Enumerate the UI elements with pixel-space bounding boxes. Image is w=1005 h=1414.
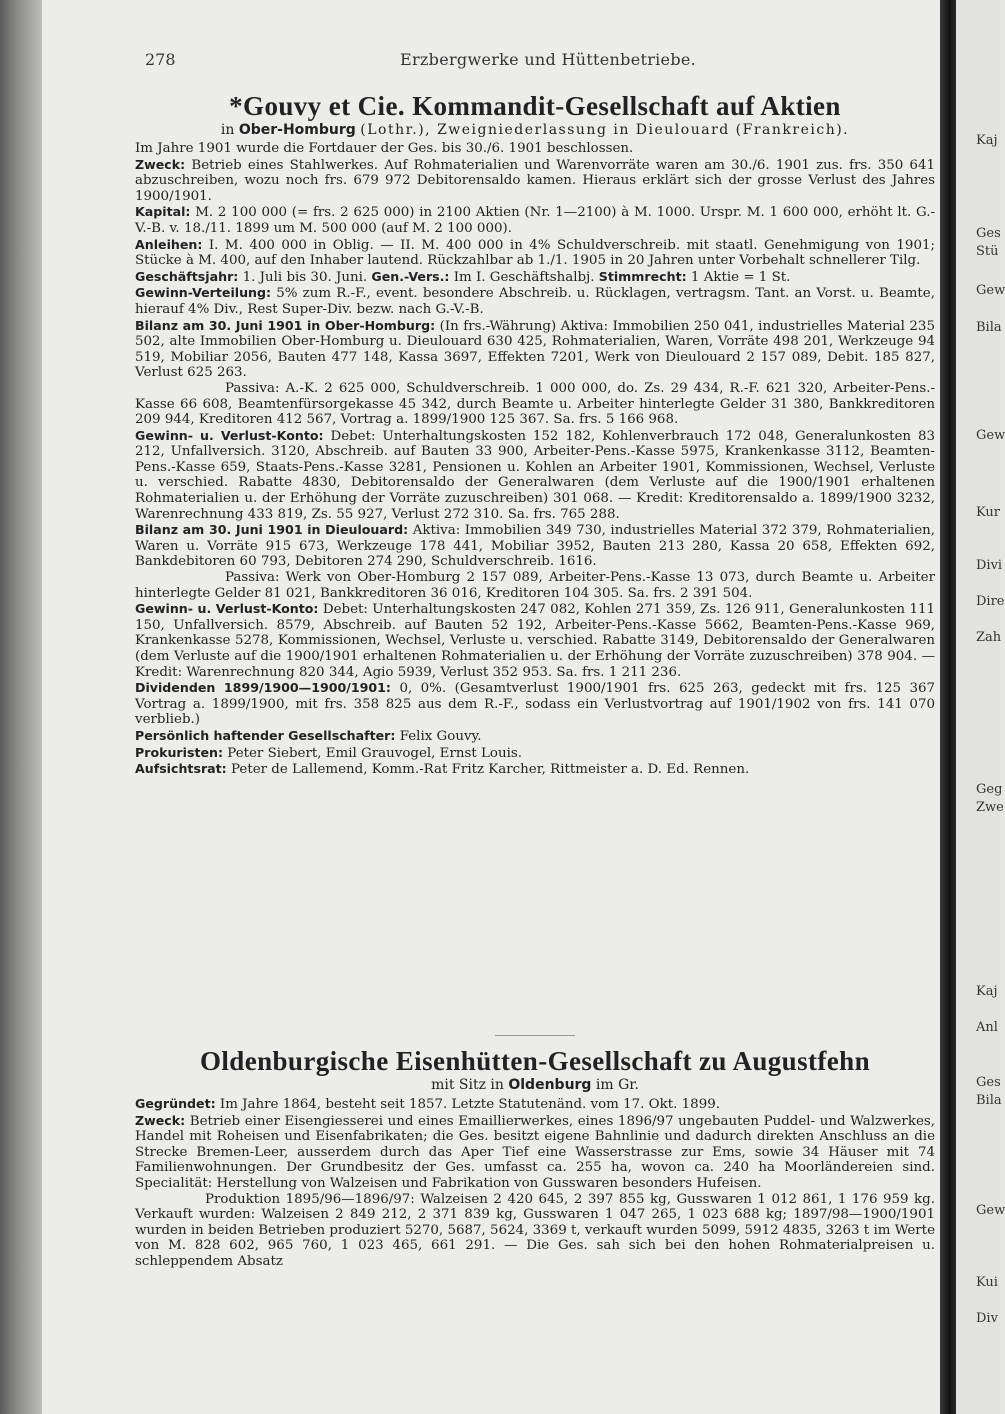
next-page-fragment: Stü xyxy=(976,244,999,259)
next-page-fragment: Geg xyxy=(976,782,1003,797)
bilanz-ober-homburg-entry: Bilanz am 30. Juni 1901 in Ober-Homburg: (In frs.-Währung) Aktiva: Immobilien 250 041, industrielles Material 235 502, alte Immobilien Ober-Homburg u. Dieulouard 630 425, Rohmaterialien, Waren, Vorräte 498 201, Werkzeuge 94 519, Mobiliar 2056, Bauten 477 148, Kassa 3697, Effekten 7201, Werk von Dieulouard 2 157 089, Debit. 185 827, Verlust 625 263. xyxy=(135,317,935,381)
anleihen-entry: Anleihen: I. M. 400 000 in Oblig. — II. M. 400 000 in 4% Schuldverschreib. mit staatl. Genehmigung von 1901; Stücke à M. 400, auf den Inhaber lautend. Rückzahlbar ab 1./1. 1905 in 20 Jahren unter Vorbehalt schnellerer Tilg. xyxy=(135,236,935,269)
prokuristen-entry: Prokuristen: Peter Siebert, Emil Grauvogel, Ernst Louis. xyxy=(135,744,522,761)
next-page-margin xyxy=(956,0,1005,1414)
article-oldenburg xyxy=(135,1045,935,1270)
bilanz-dieulouard-passiva: Passiva: Werk von Ober-Homburg 2 157 089, Arbeiter-Pens.-Kasse 13 073, durch Beamte u. Arbeiter hinterlegte Gelder 81 021, Bankkreditoren 36 016, Kreditoren 104 305. Sa. frs. 2 391 504. xyxy=(135,570,935,601)
article-title: *Gouvy et Cie. Kommandit-Gesellschaft auf Aktien xyxy=(229,91,841,121)
next-page-fragment: Kur xyxy=(976,505,1001,520)
next-page-fragment: Kaj xyxy=(976,984,998,999)
next-page-fragment: Zwe xyxy=(976,800,1004,815)
next-page-fragment: Dire xyxy=(976,594,1005,609)
bilanz-dieulouard-entry: Bilanz am 30. Juni 1901 in Dieulouard: Aktiva: Immobilien 349 730, industrielles Material 372 379, Rohmaterialien, Waren u. Vorräte 915 673, Werkzeuge 178 441, Mobiliar 3952, Bauten 213 280, Kassa 20 658, Effekten 692, Bankdebitoren 60 793, Debitoren 274 290, Schuldverschreib. 1616. xyxy=(135,522,935,570)
next-page-fragment: Kaj xyxy=(976,133,998,148)
next-page-fragment: Gew xyxy=(976,283,1005,298)
article-subtitle: mit Sitz in Oldenburg im Gr. xyxy=(431,1077,639,1093)
book-binding xyxy=(940,0,956,1414)
next-page-fragment: Kui xyxy=(976,1275,998,1290)
bilanz-ober-homburg-passiva: Passiva: A.-K. 2 625 000, Schuldverschreib. 1 000 000, do. Zs. 29 434, R.-F. 621 320, Arbeiter-Pens.-Kasse 66 608, Beamtenfürsorgekasse 45 342, durch Beamte u. Arbeiter hinterlegte Gelder 31 380, Bankkreditoren 209 944, Kreditoren 412 567, Vortrag a. 1899/1900 125 367. Sa. frs. 5 166 968. xyxy=(135,380,935,428)
kapital-entry: Kapital: M. 2 100 000 (= frs. 2 625 000) in 2100 Aktien (Nr. 1—2100) à M. 1000. Urspr. M. 1 600 000, erhöht lt. G.-V.-B. v. 18./11. 1899 um M. 500 000 (auf M. 2 100 000). xyxy=(135,204,935,236)
article-subtitle: in Ober-Homburg (Lothr.), Zweigniederlassung in Dieulouard (Frankreich). xyxy=(220,122,850,138)
gewinn-verteilung-entry: Gewinn-Verteilung: 5% zum R.-F., event. besondere Abschreib. u. Rücklagen, vertragsm. Tant. an Vorst. u. Beamte, hierauf 4% Div., Rest Super-Div. bezw. nach G.-V.-B. xyxy=(135,285,935,317)
aufsichtsrat-entry: Aufsichtsrat: Peter de Lallemend, Komm.-Rat Fritz Karcher, Rittmeister a. D. Ed. Rennen. xyxy=(135,761,750,778)
next-page-fragment: Bila xyxy=(976,1093,1002,1108)
place-name: Oldenburg xyxy=(508,1077,592,1093)
page-number: 278 xyxy=(145,50,176,69)
next-page-fragment: Gew xyxy=(976,1203,1005,1218)
next-page-fragment: Ges xyxy=(976,226,1001,241)
next-page-fragment: Div xyxy=(976,1311,998,1326)
produktion-entry: Produktion 1895/96—1896/97: Walzeisen 2 420 645, 2 397 855 kg, Gusswaren 1 012 861, 1 176 959 kg. Verkauft wurden: Walzeisen 2 849 212, 2 371 839 kg, Gusswaren 1 047 265, 1 023 688 kg; 1897/98—1900/1901 wurden in beiden Betrieben produziert 5270, 5687, 5624, 3369 t, verkauft wurden 5099, 5912 4835, 3263 t im Werte von M. 828 602, 965 760, 1 023 465, 661 291. — Die Ges. sah sich bei den hohen Rohmaterialpreisen u. schleppendem Absatz xyxy=(135,1191,935,1269)
place-name: Ober-Homburg xyxy=(238,122,356,138)
next-page-fragment: Zah xyxy=(976,630,1002,645)
next-page-fragment: Anl xyxy=(976,1020,998,1035)
next-page-fragment: Divi xyxy=(976,558,1003,573)
next-page-fragment: Bila xyxy=(976,320,1002,335)
zweck-entry: Zweck: Betrieb eines Stahlwerkes. Auf Rohmaterialien und Warenvorräte waren am 30./6. 1901 zus. frs. 350 641 abzuschreiben, wozu noch frs. 679 972 Debitorensaldo kamen. Hieraus erklärt sich der grosse Verlust des Jahres 1900/1901. xyxy=(135,156,935,204)
zweck-entry: Zweck: Betrieb einer Eisengiesserei und eines Emaillierwerkes, eines 1896/97 ungebauten Puddel- und Walzwerkes, Handel mit Roheisen und Eisenfabrikaten; die Ges. besitzt eigene Bahnlinie und dadurch direkten Anschluss an die Strecke Bremen-Leer, ausserdem durch das Aper Tief eine Wasserstrasse zur Ems, sowie 34 Häuser mit 74 Familienwohnungen. Der Grundbesitz der Ges. umfasst ca. 255 ha, wovon ca. 240 ha Moorländereien sind. Specialität: Herstellung von Walzeisen und Fabrikation von Gusswaren besonders Hufeisen. xyxy=(135,1112,936,1191)
intro-text: Im Jahre 1901 wurde die Fortdauer der Ges. bis 30./6. 1901 beschlossen. xyxy=(135,141,634,156)
dividenden-entry: Dividenden 1899/1900—1900/1901: 0, 0%. (Gesamtverlust 1900/1901 frs. 625 263, gedeckt mit frs. 125 367 Vortrag a. 1899/1900, mit frs. 358 825 aus dem R.-F., sodass ein Verlustvortrag auf 1901/1902 von frs. 141 070 verblieb.) xyxy=(135,680,936,728)
guv-ober-homburg-entry: Gewinn- u. Verlust-Konto: Debet: Unterhaltungskosten 152 182, Kohlenverbrauch 172 048, Generalunkosten 83 212, Unfallversich. 3120, Abschreib. auf Bauten 33 900, Arbeiter-Pens.-Kasse 5975, Krankenkasse 3112, Beamten-Pens.-Kasse 659, Staats-Pens.-Kasse 3281, Pensionen u. Kohlen an Arbeiter 1901, Kommissionen, Wechsel, Verluste u. verschied. Rabatte 4830, Debitorensaldo der Generalwaren (dem Verluste auf die 1900/1901 erhaltenen Rohmaterialien u. der Erhöhung der Vorräte zuzuschreiben) 301 068. — Kredit: Kreditorensaldo a. 1899/1900 3232, Warenrechnung 433 819, Zs. 55 927, Verlust 272 310. Sa. frs. 765 288. xyxy=(135,427,935,522)
next-page-fragment: Ges xyxy=(976,1075,1001,1090)
section-divider xyxy=(495,1035,575,1036)
geschaeftsjahr-entry: Geschäftsjahr: 1. Juli bis 30. Juni. Gen.-Vers.: Im I. Geschäftshalbj. Stimmrecht: 1 Aktie = 1 St. xyxy=(135,268,791,285)
gesellschafter-entry: Persönlich haftender Gesellschafter: Felix Gouvy. xyxy=(135,727,482,744)
gegruendet-entry: Gegründet: Im Jahre 1864, besteht seit 1857. Letzte Statutenänd. vom 17. Okt. 1899. xyxy=(135,1096,720,1112)
article-gouvy xyxy=(135,90,935,778)
running-title: Erzbergwerke und Hüttenbetriebe. xyxy=(400,50,697,69)
guv-dieulouard-entry: Gewinn- u. Verlust-Konto: Debet: Unterhaltungskosten 247 082, Kohlen 271 359, Zs. 126 911, Generalunkosten 111 150, Unfallversich. 8579, Abschreib. auf Bauten 52 192, Arbeiter-Pens.-Kasse 5662, Beamten-Pens.-Kasse 969, Krankenkasse 5278, Kommissionen, Wechsel, Verluste u. verschied. Rabatte 3149, Debitorensaldo der Generalwaren (dem Verluste auf die 1900/1901 erhaltenen Rohmaterialien u. der Erhöhung der Vorräte zuzuschreiben) 378 904. — Kredit: Warenrechnung 820 344, Agio 5939, Verlust 352 953. Sa. frs. 1 211 236. xyxy=(135,601,935,680)
article-title: Oldenburgische Eisenhütten-Gesellschaft zu Augustfehn xyxy=(199,1046,871,1076)
page-header xyxy=(145,50,935,74)
book-gutter xyxy=(0,0,42,1414)
next-page-fragment: Gew xyxy=(976,428,1005,443)
